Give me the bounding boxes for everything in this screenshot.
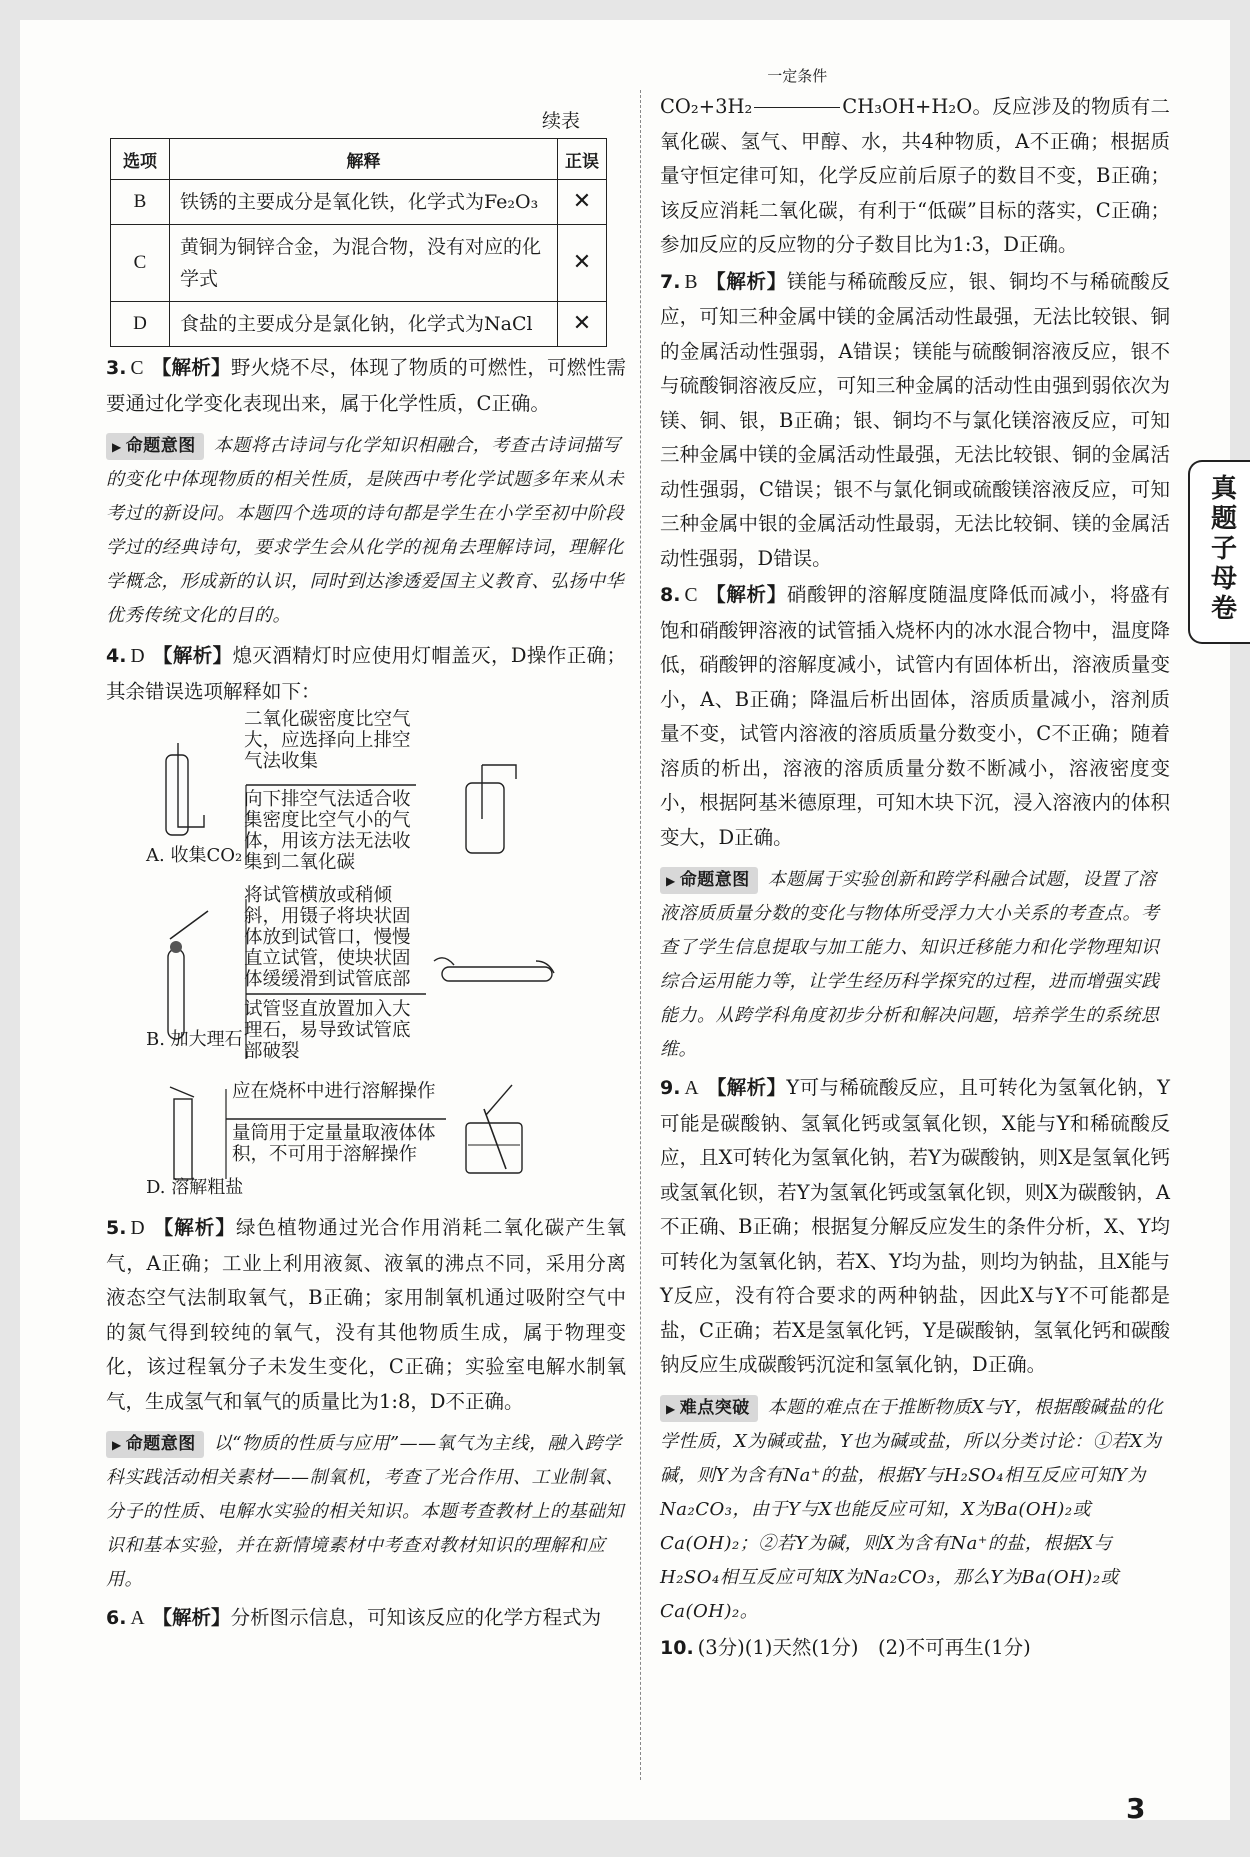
note-intent-8: [660, 863, 1170, 1067]
right-column: [660, 20, 1170, 1665]
analysis-text: 镁能与稀硫酸反应，银、铜均不与稀硫酸反应，可知三种金属中镁的金属活动性最强，无法比较银、铜的金属活动性强弱，A错误；镁能与硫酸铜溶液反应，银不与硫酸铜溶液反应，可知三种金属的活动性由强到弱依次为镁、铜、银，B正确；银、铜均不与氯化镁溶液反应，可知三种金属中镁的金属活动性最强，无法比较银、铜的金属活动性强弱，C错误；银不与氯化铜或硫酸镁溶液反应，可知三种金属中银的金属活动性最弱，无法比较铜、镁的金属活动性强弱，D错误。: [660, 269, 1170, 570]
figure-a-label: A. 收集CO₂: [146, 845, 243, 866]
question-number: 4.: [106, 645, 127, 667]
equation-reactants: CO₂+3H₂: [660, 95, 753, 118]
question-number: 8.: [660, 584, 681, 606]
figure-b: [116, 885, 626, 1062]
figure-b-error-text: 试管竖直放置加入大理石，易导致试管底部破裂: [244, 999, 411, 1062]
analysis-text: 熄灭酒精灯时应使用灯帽盖灭，D操作正确；其余错误选项解释如下：: [106, 644, 626, 703]
figure-d-error-text: 量筒用于定量量取液体体积，不可用于溶解操作: [232, 1123, 436, 1165]
question-number: 6.: [106, 1607, 127, 1629]
analysis-text: 分析图示信息，可知该反应的化学方程式为: [230, 1606, 602, 1629]
note-text: 本题属于实验创新和跨学科融合试题，设置了溶液溶质质量分数的变化与物体所受浮力大小关系的考查点。考查了学生信息提取与加工能力、知识迁移能力和化学物理知识综合运用能力等，让学生经历科学探究的过程，进而增强实践能力。从跨学科角度初步分析和解决问题，培养学生的系统思维。: [660, 869, 1160, 1060]
figure-a: [116, 709, 626, 873]
answer-3: [106, 351, 626, 421]
side-tab: [1188, 460, 1250, 644]
answer-4: [106, 639, 626, 709]
table-cell-option: B: [111, 180, 170, 225]
analysis-text: 绿色植物通过光合作用消耗二氧化碳产生氧气，A正确；工业上利用液氮、液氧的沸点不同，采用分离液态空气法制取氧气，B正确；家用制氧机通过吸附空气中的氮气得到较纯的氧气，没有其他物质生成，属于物理变化，该过程氧分子未发生变化，C正确；实验室电解水制氧气，生成氢气和氧气的质量比为1:8，D不正确。: [106, 1216, 626, 1413]
table-cell-option: D: [111, 302, 170, 347]
figure-d-label: D. 溶解粗盐: [146, 1177, 244, 1198]
note-label: ▶ 难点突破: [660, 1395, 758, 1422]
figure-b-label: B. 加大理石: [146, 1029, 243, 1050]
cross-icon: ✕: [558, 302, 607, 347]
figure-d: [116, 1079, 626, 1199]
question-number: 9.: [660, 1077, 681, 1099]
table-cell-explanation: 铁锈的主要成分是氧化铁，化学式为Fe₂O₃: [170, 180, 558, 225]
analysis-tag: 【解析】: [705, 269, 787, 293]
note-label: ▶ 命题意图: [106, 433, 204, 460]
analysis-tag: 【解析】: [706, 1076, 787, 1099]
note-intent-3: [106, 429, 626, 633]
page-number: 3: [1126, 1792, 1146, 1825]
answer-10: [660, 1631, 1170, 1666]
table-header-cell: 正误: [558, 139, 607, 180]
table-caption: 续表: [541, 110, 580, 132]
answer-choice: A: [130, 1608, 145, 1629]
equation-condition: 一定条件: [767, 67, 828, 85]
table-header-cell: 解释: [170, 139, 558, 180]
answer-choice: D: [130, 1218, 145, 1239]
answer-8: [660, 578, 1170, 855]
column-divider: [640, 90, 641, 1780]
table-header-row: [111, 139, 607, 180]
table-row: [111, 302, 607, 347]
analysis-text: (3分)(1)天然(1分) (2)不可再生(1分): [697, 1635, 1031, 1659]
answer-9: [660, 1071, 1170, 1383]
note-label: ▶ 命题意图: [106, 1431, 204, 1458]
answer-6-start: [106, 1601, 626, 1637]
analysis-text: 野火烧不尽，体现了物质的可燃性，可燃性需要通过化学变化表现出来，属于化学性质，C正确。: [106, 356, 626, 415]
page: [20, 20, 1237, 1825]
answer-6-continued: [660, 67, 1170, 263]
figure-d-correct-text: 应在烧杯中进行溶解操作: [232, 1081, 436, 1102]
table-row: [111, 180, 607, 225]
note-intent-5: [106, 1427, 626, 1597]
answer-choice: D: [130, 646, 145, 667]
answer-choice: C: [684, 585, 698, 606]
note-text: 本题的难点在于推断物质X与Y，根据酸碱盐的化学性质，X为碱或盐，Y也为碱或盐，所以分类讨论：①若X为碱，则Y为含有Na⁺的盐，根据Y与H₂SO₄相互反应可知Y为Na₂CO₃，由于Y与X也能反应可知，X为Ba(OH)₂或Ca(OH)₂；②若Y为碱，则X为含有Na⁺的盐，根据X与H₂SO₄相互反应可知X为Na₂CO₃，那么Y为Ba(OH)₂或Ca(OH)₂。: [660, 1396, 1164, 1622]
note-label: ▶ 命题意图: [660, 867, 758, 894]
question-number: 7.: [660, 270, 681, 293]
table-cell-option: C: [111, 225, 170, 302]
figure-a-error-text: 向下排空气法适合收集密度比空气小的气体，用该方法无法收集到二氧化碳: [244, 789, 411, 873]
table-header-cell: 选项: [111, 139, 170, 180]
analysis-text: Y可与稀硫酸反应，且可转化为氢氧化钠，Y可能是碳酸钠、氢氧化钙或氢氧化钡，X能与Y和稀硫酸反应，且X可转化为氢氧化钠，若Y为碳酸钠，则X是氢氧化钙或氢氧化钡，若Y为氢氧化钙或氢氧化钡，则X为碳酸钠，A不正确、B正确；根据复分解反应发生的条件分析，X、Y均可转化为氢氧化钠，若X、Y均为盐，则均为钠盐，且X能与Y反应，没有符合要求的两种钠盐，因此X与Y不可能都是盐，C正确；若X是氢氧化钙，Y是碳酸钠，氢氧化钙和碳酸钠反应生成碳酸钙沉淀和氢氧化钠，D正确。: [660, 1076, 1170, 1376]
equation-products: CH₃OH+H₂O: [842, 95, 973, 118]
side-tab-label: 真题子母卷: [1206, 474, 1237, 624]
analysis-tag: 【解析】: [152, 644, 233, 667]
analysis-text: 。反应涉及的物质有二氧化碳、氢气、甲醇、水，共4种物质，A不正确；根据质量守恒定律可知，化学反应前后原子的数目不变，B正确；该反应消耗二氧化碳，有利于“低碳”目标的落实，C正确；参加反应的反应物的分子数目比为1:3，D正确。: [660, 95, 1170, 256]
left-column: [106, 20, 626, 1637]
table-row: [111, 225, 607, 302]
cross-icon: ✕: [558, 180, 607, 225]
figure-a-correct-text: 二氧化碳密度比空气大，应选择向上排空气法收集: [244, 709, 411, 772]
table-cell-explanation: 黄铜为铜锌合金，为混合物，没有对应的化学式: [170, 225, 558, 302]
note-text: 本题将古诗词与化学知识相融合，考查古诗词描写的变化中体现物质的相关性质，是陕西中考化学试题多年来从未考过的新设问。本题四个选项的诗句都是学生在小学至初中阶段学过的经典诗句，要求学生会从化学的视角去理解诗词，理解化学概念，形成新的认识，同时到达渗透爱国主义教育、弘扬中华优秀传统文化的目的。: [106, 435, 624, 626]
note-difficulty-9: [660, 1391, 1170, 1629]
options-table: [110, 138, 607, 347]
analysis-text: 硝酸钾的溶解度随温度降低而减小，将盛有饱和硝酸钾溶液的试管插入烧杯内的冰水混合物中，温度降低，硝酸钾的溶解度减小，试管内有固体析出，溶液质量变小，A、B正确；降温后析出固体，溶质质量减小，溶剂质量不变，试管内溶液的溶质质量分数变小，C不正确；随着溶质的析出，溶液的溶质质量分数不断减小，溶液密度变小，根据阿基米德原理，可知木块下沉，浸入溶液内的体积变大，D正确。: [660, 583, 1170, 849]
answer-choice: C: [130, 358, 144, 379]
table-cell-explanation: 食盐的主要成分是氯化钠，化学式为NaCl: [170, 302, 558, 347]
answer-7: [660, 265, 1170, 577]
question-number: 5.: [106, 1217, 127, 1239]
question-number: 3.: [106, 357, 127, 379]
answer-choice: A: [684, 1078, 699, 1099]
answer-5: [106, 1211, 626, 1419]
question-number: 10.: [660, 1636, 694, 1659]
figure-b-correct-text: 将试管横放或稍倾斜，用镊子将块状固体放到试管口，慢慢直立试管，使块状固体缓缓滑到试管底部: [244, 885, 411, 990]
analysis-tag: 【解析】: [152, 1606, 231, 1629]
equation-arrow: [752, 67, 842, 125]
cross-icon: ✕: [558, 225, 607, 302]
analysis-tag: 【解析】: [151, 356, 231, 379]
answer-choice: B: [684, 271, 698, 293]
note-text: 以“物质的性质与应用”——氧气为主线，融入跨学科实践活动相关素材——制氧机，考查了光合作用、工业制氧、分子的性质、电解水实验的相关知识。本题考查教材上的基础知识和基本实验，并在新情境素材中考查对教材知识的理解和应用。: [106, 1433, 624, 1590]
analysis-tag: 【解析】: [705, 583, 787, 606]
analysis-tag: 【解析】: [152, 1216, 236, 1239]
